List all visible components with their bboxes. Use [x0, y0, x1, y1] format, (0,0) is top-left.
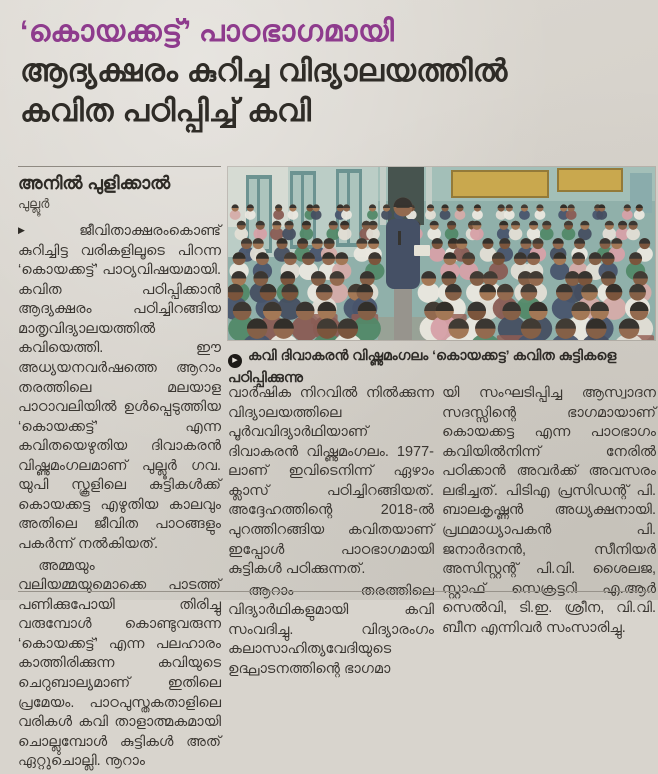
middle-column: [228, 384, 434, 681]
byline-place: പുല്ലൂർ: [18, 196, 50, 211]
headline-kicker: ‘കൊയക്കട്ട്’ പാഠഭാഗമായി: [20, 15, 395, 48]
headline-line1: ആദ്യക്ഷരം കുറിച്ച വിദ്യാലയത്തിൽ: [20, 53, 508, 88]
paragraph: വാർഷിക നിറവിൽ നിൽക്കുന്ന വിദ്യാലയത്തിലെ പൂർവവിദ്യാർഥിയാണ് ദിവാകരൻ വിഷ്ണുമംഗലം. 1977-ലാണ് ഇവിടെനിന്ന് ഏഴാം ക്ലാസ് പഠിച്ചിറങ്ങിയത്. അദ്ദേഹത്തിന്റെ 2018-ൽ പുറത്തിറങ്ങിയ കവിതയാണ് ഇപ്പോൾ പാഠഭാഗമായി കുട്ടികൾ പഠിക്കുന്നത്.: [228, 385, 434, 578]
article-bottom-divider: [18, 591, 652, 592]
article-body-left: [18, 222, 221, 772]
headline-line2: കവിത പഠിപ്പിച്ച് കവി: [20, 93, 312, 129]
news-photo: [228, 167, 655, 340]
paragraph: അമ്മയും വലിയമ്മയുമൊക്കെ പാടത്ത് പണിക്കുപോയി തിരിച്ചു വരുമ്പോൾ കൊണ്ടുവരുന്ന ‘കൊയക്കട്ട്’ എന്ന പലഹാരം കാത്തിരിക്കുന്ന കവിയുടെ ചെറുബാല്യമാണ് ഇതിലെ പ്രമേയം. പാഠപുസ്തകതാളിലെ വരികൾ കവി താളാത്മകമായി ചൊല്ലുമ്പോൾ കുട്ടികൾ അത് ഏറ്റുചൊല്ലി. നൂറാം: [18, 557, 221, 770]
paragraph-marker-icon: ▶: [18, 225, 75, 235]
byline-divider: [18, 166, 221, 167]
right-column: [442, 384, 656, 640]
photo-caption: [228, 346, 652, 386]
byline-author: അനിൽ പുളിക്കാൽ: [18, 173, 171, 193]
headline: [20, 12, 508, 132]
paragraph-text: ജീവിതാക്ഷരംകൊണ്ട് കുറിച്ചിട്ട വരികളിലൂടെ പിറന്ന ‘കൊയക്കട്ട്’ പാഠ്യവിഷയമായി. കവിത പഠിപ്പിക്കാൻ ആദ്യക്ഷരം പഠിച്ചിറങ്ങിയ മാതൃവിദ്യാലയത്തിൽ കവിയെത്തി. ഈ അധ്യയനവർഷത്തെ ആറാം തരത്തിലെ മലയാള പാഠാവലിയിൽ ഉൾപ്പെടുത്തിയ ‘കൊയക്കട്ട്’ എന്ന കവിതയെഴുതിയ ദിവാകരൻ വിഷ്ണുമംഗലമാണ് പുല്ലൂർ ഗവ. യുപി സ്കൂളിലെ കുട്ടികൾക്ക് കൊയക്കട്ട എഴുതിയ കാലവും അതിലെ ജീവിത പാഠങ്ങളും പകർന്ന് നൽകിയത്.: [18, 223, 221, 552]
paragraph: യി സംഘടിപ്പിച്ച ആസ്വാദന സദസ്സിന്റെ ഭാഗമായാണ് കൊയക്കട്ട എന്ന പാഠഭാഗം കവിയിൽനിന്ന് നേരിൽ പഠിക്കാൻ അവർക്ക് അവസരം ലഭിച്ചത്. പിടിഎ പ്രസിഡന്റ് പി. ബാലകൃഷ്ണൻ അധ്യക്ഷനായി. പ്രഥമാധ്യാപകൻ പി. ജനാർദനൻ, സീനിയർ അസിസ്റ്റന്റ് പി.വി. ശൈലജ, സ്റ്റാഫ് സെക്രട്ടറി എ.ആർ സെൽവി, ടി.ഇ. ശ്രീന, വി.വി. ബീന എന്നിവർ സംസാരിച്ചു.: [442, 385, 656, 636]
caption-bullet-icon: ▶: [228, 354, 242, 368]
paragraph: [18, 222, 221, 555]
news-photo-illustration: [228, 167, 655, 340]
left-column: [18, 166, 221, 774]
paragraph: ആറാം തരത്തിലെ വിദ്യാർഥികളുമായി കവി സംവദിച്ചു. വിദ്യാരംഗം കലാസാഹിത്യവേദിയുടെ ഉദ്ഘാടനത്തിന്റെ ഭാഗമാ: [228, 582, 434, 677]
photo-caption-text: കവി ദിവാകരൻ വിഷ്ണുമംഗലം ‘കൊയക്കട്ട’ കവിത കുട്ടികളെ പഠിപ്പിക്കുന്നു: [228, 347, 617, 385]
